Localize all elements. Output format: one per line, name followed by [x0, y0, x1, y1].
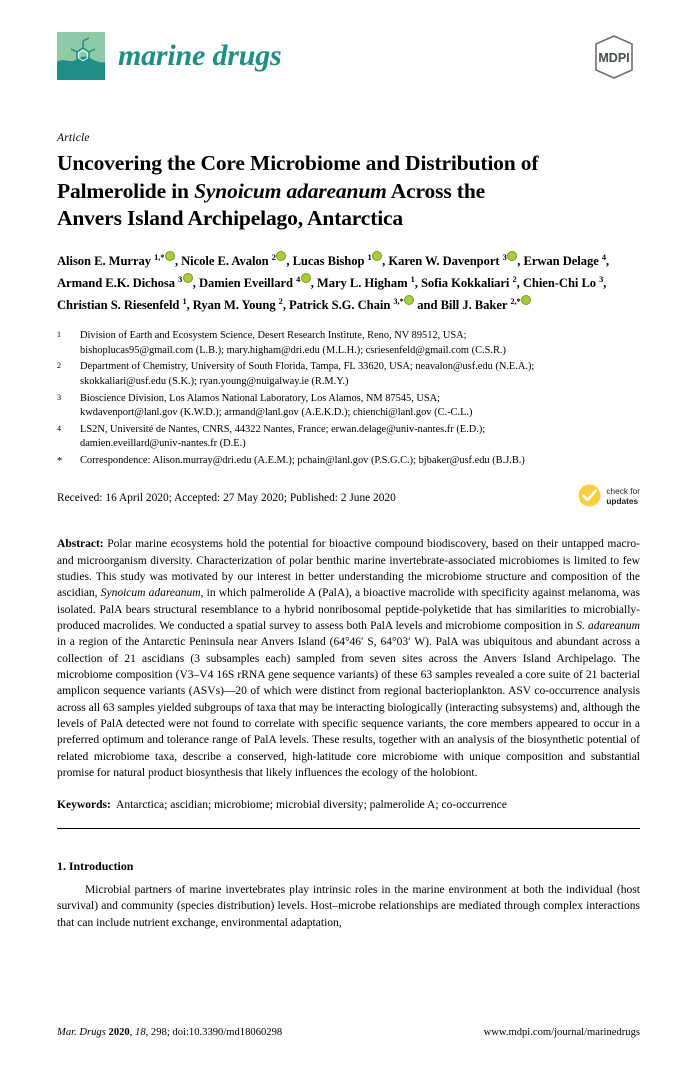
- abstract-part-3: in a region of the Antarctic Peninsula near Anvers Island (64°46′ S, 64°03′ W). PalA was ubiquitous and abundant across a collection of 21 ascidians (3 subsamples each) sampled from seven sites across the Anvers Island Archipelago. The microbiome composition (V3–V4 16S rRNA gene sequence variants) of these 63 samples revealed a core suite of 21 bacterial amplicon sequence variants (ASVs)—20 of which were distinct from regional bacterioplankton. ASV co-occurrence analysis across all 63 samples yielded subgroups of taxa that may be interacting biologically (interacting subsystems) and, although the levels of PalA detected were not found to correlate with specific sequence variants, the core members appeared to occur in a preferred optimum and tolerance range of PalA levels. These results, together with an analysis of the biosynthetic potential of related microbiome taxa, describe a conserved, high-latitude core microbiome with unique composition and substantial promise for natural product biosynthesis that likely influences the ecology of the holobiont.: [57, 636, 640, 779]
- author-name: Mary L. Higham: [316, 276, 411, 291]
- author-name: Christian S. Riesenfeld: [57, 298, 183, 313]
- check-for-updates-text: [606, 486, 640, 506]
- author-affiliation-marker: 2: [512, 275, 517, 285]
- affiliation-line: Bioscience Division, Los Alamos National Laboratory, Los Alamos, NM 87545, USA;: [80, 392, 441, 404]
- author-name: Karen W. Davenport: [388, 254, 503, 269]
- affiliation-line: Correspondence: Alison.murray@dri.edu (A.E.M.); pchain@lanl.gov (P.S.G.C.); bjbaker@usf.edu (B.J.B.): [80, 454, 525, 466]
- masthead: [57, 32, 640, 110]
- page-content: [57, 0, 640, 932]
- author-name: Patrick S.G. Chain: [289, 298, 394, 313]
- affiliation-line: skokkaliari@usf.edu (S.K.); ryan.young@nuigalway.ie (R.M.Y.): [80, 376, 349, 388]
- author-separator: ,: [192, 276, 199, 291]
- cfu-line-2: updates: [606, 495, 639, 506]
- affiliation-text: [80, 329, 640, 359]
- orcid-icon[interactable]: [404, 295, 414, 305]
- orcid-icon[interactable]: [276, 251, 286, 261]
- affiliation-row: [57, 392, 640, 422]
- affiliation-row: [57, 329, 640, 359]
- affiliation-text: [80, 392, 640, 422]
- publication-dates: Received: 16 April 2020; Accepted: 27 May 2020; Published: 2 June 2020: [57, 492, 396, 505]
- abstract-label: Abstract:: [57, 538, 104, 551]
- author-name: Alison E. Murray: [57, 254, 155, 269]
- author-separator: ,: [414, 276, 421, 291]
- footer-article-number: 298: [150, 1027, 167, 1038]
- author-affiliation-marker: 1,*: [154, 253, 165, 263]
- abstract-part-2: , in which palmerolide A (PalA), a bioactive macrolide with specificity against melanoma, was isolated. PalA bears structural resemblance to a hybrid nonribosomal peptide-polyketide that has similarities to microbially-produced macrolides. We conducted a spatial survey to assess both PalA levels and microbiome composition in: [57, 587, 641, 632]
- author-name: Sofia Kokkaliari: [420, 276, 513, 291]
- footer-year: 2020: [108, 1027, 130, 1038]
- title-line-2-suffix: Across the: [386, 178, 486, 203]
- affiliation-line: bishoplucas95@gmail.com (L.B.); mary.higham@dri.edu (M.L.H.); csriesenfeld@gmail.com (C.S.R.): [80, 345, 506, 357]
- author-affiliation-marker: 3: [502, 253, 507, 263]
- author-name: Chien-Chi Lo: [522, 276, 600, 291]
- affiliation-line: damien.eveillard@univ-nantes.fr (D.E.): [80, 438, 246, 450]
- page-footer: [57, 1027, 640, 1038]
- cfu-line-1: check for: [606, 485, 640, 496]
- molecule-wave-icon: [57, 32, 105, 80]
- title-line-1: Uncovering the Core Microbiome and Distribution of: [57, 151, 539, 175]
- author-list: [57, 250, 640, 316]
- abstract-species-2: S. adareanum: [576, 619, 641, 632]
- section-divider: [57, 828, 640, 829]
- author-name: Damien Eveillard: [198, 276, 297, 291]
- author-affiliation-marker: 3: [599, 275, 604, 285]
- affiliation-marker: 2: [57, 361, 62, 371]
- orcid-icon[interactable]: [521, 295, 531, 305]
- author-affiliation-marker: 2: [278, 297, 283, 307]
- orcid-icon[interactable]: [165, 251, 175, 261]
- footer-volume: 18: [135, 1027, 146, 1038]
- footer-journal-short: Mar. Drugs: [57, 1027, 106, 1038]
- check-for-updates-badge[interactable]: [577, 483, 640, 508]
- author-separator: and: [414, 298, 441, 313]
- title-line-3: Anvers Island Archipelago, Antarctica: [57, 206, 404, 231]
- author-separator: ,: [517, 254, 524, 269]
- svg-text:MDPI: MDPI: [598, 51, 630, 65]
- orcid-icon[interactable]: [507, 251, 517, 261]
- author-affiliation-marker: 3: [178, 275, 183, 285]
- mdpi-logo[interactable]: [588, 34, 640, 80]
- keywords-block: [57, 797, 640, 813]
- affiliation-line: Department of Chemistry, University of South Florida, Tampa, FL 33620, USA; neavalon@usf.edu (N.E.A.);: [80, 361, 535, 373]
- orcid-icon[interactable]: [372, 251, 382, 261]
- affiliation-list: [57, 329, 640, 469]
- orcid-icon[interactable]: [183, 273, 193, 283]
- keywords-label: Keywords:: [57, 799, 111, 812]
- affiliation-row: [57, 454, 640, 470]
- affiliation-text: [80, 454, 640, 470]
- affiliation-line: kwdavenport@lanl.gov (K.W.D.); armand@lanl.gov (A.E.K.D.); chienchi@lanl.gov (C.-C.L.): [80, 407, 473, 419]
- affiliation-line: Division of Earth and Ecosystem Science, Desert Research Institute, Reno, NV 89512, USA;: [80, 330, 467, 342]
- affiliation-text: [80, 423, 640, 453]
- title-line-2-prefix: Palmerolide in: [57, 178, 195, 203]
- footer-url[interactable]: www.mdpi.com/journal/marinedrugs: [483, 1027, 640, 1038]
- author-affiliation-marker: 1: [367, 253, 372, 263]
- author-separator: ,: [174, 254, 182, 269]
- author-affiliation-marker: 4: [296, 275, 301, 285]
- affiliation-row: [57, 423, 640, 453]
- affiliation-marker: 1: [57, 330, 62, 340]
- abstract-block: [57, 536, 640, 781]
- author-affiliation-marker: 1: [410, 275, 415, 285]
- affiliation-row: [57, 360, 640, 390]
- affiliation-marker: 3: [57, 392, 62, 402]
- author-affiliation-marker: 2,*: [510, 297, 521, 307]
- author-affiliation-marker: 1: [182, 297, 187, 307]
- author-name: Nicole E. Avalon: [181, 254, 272, 269]
- author-separator: ,: [310, 276, 317, 291]
- author-affiliation-marker: 2: [271, 253, 276, 263]
- abstract-part-1: Polar marine ecosystems hold the potential for bioactive compound biodiscovery, based on their untapped macro- and microorganism diversity. Characterization of polar benthic marine invertebrate-associated microbiomes is limited to few studies. This study was motivated by our interest in better understanding the microbiome structure and composition of the ascidian,: [57, 538, 640, 600]
- keywords-text: Antarctica; ascidian; microbiome; microbial diversity; palmerolide A; co-occurrence: [116, 799, 507, 812]
- author-separator: ,: [606, 254, 610, 269]
- affiliation-marker: 4: [57, 423, 62, 433]
- author-separator: ,: [282, 298, 290, 313]
- article-type-label: Article: [57, 132, 90, 144]
- author-affiliation-marker: 3,*: [393, 297, 404, 307]
- footer-doi: doi:10.3390/md18060298: [172, 1027, 283, 1038]
- author-affiliation-marker: 4: [601, 253, 607, 263]
- author-name: Bill J. Baker: [440, 298, 511, 313]
- affiliation-marker: *: [57, 455, 63, 467]
- author-name: Ryan M. Young: [192, 298, 279, 313]
- introduction-paragraph: Microbial partners of marine invertebrates play intrinsic roles in the marine environment at both the individual (host survival) and community (species distribution) levels. Host–microbe relationships are mediated through complex interactions that can include nutrient exchange, environmental adaptation,: [57, 883, 640, 930]
- author-name: Erwan Delage: [523, 254, 602, 269]
- check-circle-icon: [577, 483, 602, 508]
- section-heading-introduction: 1. Introduction: [57, 858, 134, 873]
- dates-row: [57, 483, 640, 517]
- author-separator: ,: [516, 276, 523, 291]
- journal-logo[interactable]: [57, 32, 281, 80]
- author-name: Lucas Bishop: [292, 254, 368, 269]
- abstract-species-1: Synoicum adareanum: [100, 587, 201, 600]
- footer-citation: Mar. Drugs 2020, 18, 298; doi:10.3390/md18060298: [57, 1027, 283, 1038]
- author-name: Armand E.K. Dichosa: [57, 276, 179, 291]
- author-separator: ,: [603, 276, 607, 291]
- author-separator: ,: [382, 254, 389, 269]
- affiliation-line: LS2N, Université de Nantes, CNRS, 44322 Nantes, France; erwan.delage@univ-nantes.fr (E.D.);: [80, 423, 486, 435]
- affiliation-text: [80, 360, 640, 390]
- title-species-name: Synoicum adareanum: [194, 178, 387, 203]
- journal-title-text: marine drugs: [118, 39, 282, 72]
- author-separator: ,: [186, 298, 193, 313]
- author-separator: ,: [286, 254, 293, 269]
- page-title: [57, 150, 640, 233]
- orcid-icon[interactable]: [301, 273, 311, 283]
